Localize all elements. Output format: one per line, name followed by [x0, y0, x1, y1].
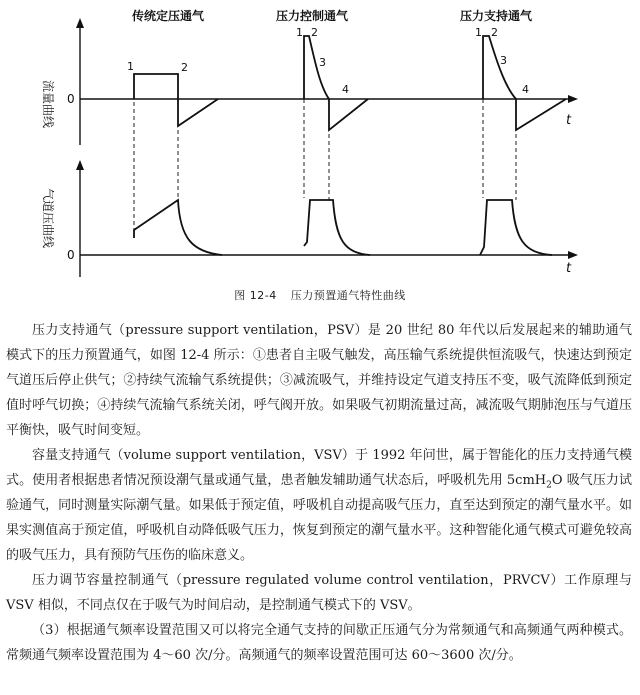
trad-flow-curve: [134, 74, 218, 126]
pcv-point-1: 1: [296, 26, 303, 39]
flow-zero-label: 0: [67, 92, 75, 106]
body-text: [6, 318, 632, 668]
pcv-point-4: 4: [342, 83, 349, 96]
trad-pressure-curve: [134, 200, 222, 255]
trad-point-1: 1: [127, 60, 134, 73]
flow-y-arrow: [76, 18, 84, 28]
pcv-point-3: 3: [319, 56, 326, 69]
pcv-flow-curve: [304, 36, 368, 130]
pressure-y-arrow: [76, 160, 84, 170]
title-traditional: 传统定压通气: [131, 9, 205, 23]
pressure-axes: [80, 168, 570, 277]
title-psv: 压力支持通气: [459, 9, 533, 23]
psv-point-3: 3: [500, 54, 507, 67]
flow-x-arrow: [568, 95, 578, 103]
paragraph-prvcv: 压力调节容量控制通气（pressure regulated volume control ventilation，PRVCV）工作原理与 VSV 相似，不同点仅在于吸气为时间启动，是控制通气模式下的 VSV。: [6, 573, 632, 613]
paragraph-vsv-part-b: O 吸气压力试验通气，同时测量实际潮气量。如果低于预定值，呼吸机自动提高吸气压力，直至达到预定的潮气量水平。如果实测值高于预定值，呼吸机自动降低吸气压力，恢复到预定的潮气量水平。这种智能化通气模式可避免较高的吸气压力，具有预防气压伤的临床意义。: [6, 473, 632, 563]
pressure-x-arrow: [568, 251, 578, 259]
psv-point-1: 1: [475, 26, 482, 39]
psv-pressure-curve: [480, 200, 552, 255]
pressure-t-label: t: [566, 261, 572, 276]
figure-caption: [0, 287, 640, 303]
pressure-axis-label: 气道压曲线: [41, 188, 55, 249]
pressure-preset-figure: [0, 0, 640, 300]
title-pcv: 压力控制通气: [275, 9, 349, 23]
psv-point-2: 2: [491, 26, 498, 39]
flow-axis-label: 流量曲线: [41, 80, 55, 129]
flow-axes: [80, 24, 570, 145]
paragraph-vsv: [6, 443, 632, 568]
figure-caption-number: 图 12-4: [234, 289, 277, 302]
psv-point-4: 4: [522, 83, 529, 96]
paragraph-vsv-part-a: 容量支持通气（volume support ventilation，VSV）于 1992 年问世，属于智能化的压力支持通气模式。使用者根据患者情况预设潮气量或通气量，患者触发辅助通气状态后，呼吸机先用 5cmH: [6, 448, 632, 488]
pcv-point-2: 2: [311, 26, 318, 39]
paragraph-frequency: （3）根据通气频率设置范围又可以将完全通气支持的间歇正压通气分为常频通气和高频通气两种模式。常频通气频率设置范围为 4～60 次/分。高频通气的频率设置范围可达 60～3600 次/分。: [6, 623, 632, 663]
paragraph-psv: 压力支持通气（pressure support ventilation，PSV）是 20 世纪 80 年代以后发展起来的辅助通气模式下的压力预置通气，如图 12-4 所示：①患者自主吸气触发，高压输气系统提供恒流吸气，快速达到预定气道压后停止供气；②持续气流输气系统提供；③减流吸气，并维持设定气道支持压不变，吸气流降低到预定值时呼气切换；④持续气流输气系统关闭，呼气阀开放。如果吸气初期流量过高，减流吸气期肺泡压与气道压平衡快，吸气时间变短。: [6, 323, 632, 438]
flow-t-label: t: [566, 113, 572, 128]
pcv-pressure-curve: [304, 200, 370, 255]
figure-caption-text: 压力预置通气特性曲线: [290, 289, 406, 302]
pressure-zero-label: 0: [67, 248, 75, 262]
trad-point-2: 2: [181, 61, 188, 74]
paragraph-vsv-subscript: 2: [546, 480, 552, 491]
